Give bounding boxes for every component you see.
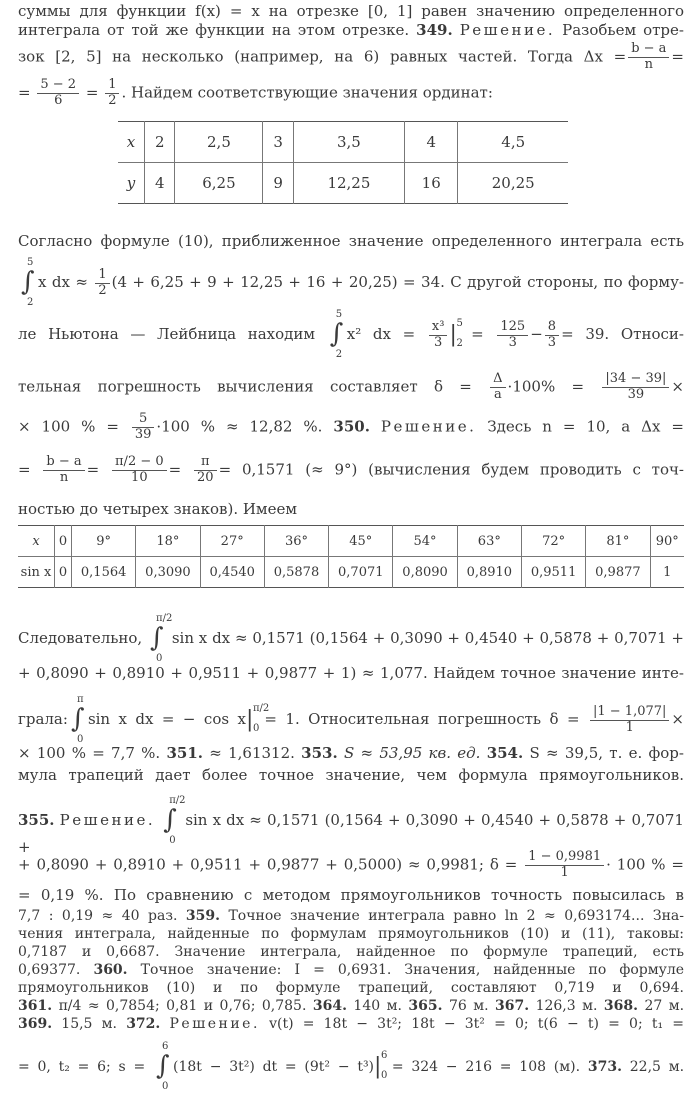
text-line: = 0,19 %. По сравнению с методом прямоугольников точность повысилась в: [18, 886, 684, 904]
table-cell: 1: [650, 557, 684, 588]
table-cell: 4,5: [458, 122, 568, 163]
table-sin: [18, 525, 684, 588]
text-line: Согласно формуле (10), приближенное значение определенного интеграла есть: [18, 232, 684, 250]
problem-number: 355.: [18, 811, 55, 829]
text-line: тельная погрешность вычисления составляет δ = $\frac{\Delta}{a}$ ·100% = $\frac{|34 - 39|}{39}$ ×: [18, 371, 684, 402]
table-cell: 0,8090: [393, 557, 457, 588]
table-cell: x: [18, 526, 55, 557]
table-cell: 90°: [650, 526, 684, 557]
text-line: ле Ньютона — Лейбница находим ∫ 5 2 x² dx = $\frac{\text{x³}}{3}$ | 5 2 = $\frac{125}{3}$ − $\frac{8}{3}$ = 39. Относи-: [18, 309, 684, 360]
text-line: чения интеграла, найденные по формулам прямоугольников (10) и (11), таковы:: [18, 926, 684, 942]
table-cell: 4: [405, 122, 458, 163]
table-cell: 0,1564: [72, 557, 136, 588]
text-line: интеграла от той же функции на этом отрезке. 349. Решение. Разобьем отре-: [18, 21, 684, 39]
fraction: $\frac{5}{39}$: [132, 412, 155, 443]
table-cell: 3,5: [293, 122, 404, 163]
problem-number: 361.: [18, 998, 53, 1014]
integral-sign: ∫ π/2 0: [150, 613, 173, 664]
text-line: ностью до четырех знаков). Имеем: [18, 500, 298, 518]
text-line: = $\frac{b - a}{n}$ = $\frac{\pi/2 - 0}{10}$ = $\frac{\pi}{20}$ = 0,1571 (≈ 9°) (вычисления будем проводить с точ-: [18, 454, 684, 485]
table-cell: 63°: [457, 526, 521, 557]
text-line: 0,69377. 360. Точное значение: I = 0,6931. Значения, найденные по формуле: [18, 962, 685, 978]
table-row: [18, 557, 684, 588]
fraction: $\frac{|34 - 39|}{39}$: [602, 372, 669, 403]
problem-number: 360.: [93, 962, 128, 978]
problem-number: 359.: [185, 908, 220, 924]
table-cell: 0,8910: [457, 557, 521, 588]
table-cell: y: [126, 174, 136, 192]
solution-label: Решение.: [59, 811, 156, 829]
fraction: $\frac{b - a}{n}$: [628, 42, 669, 73]
problem-number: 351.: [166, 744, 204, 762]
table-cell: 0: [55, 557, 72, 588]
evaluation-bar: | 6 0: [374, 1050, 388, 1081]
text-line: прямоугольников (10) и по формуле трапеций, составляют 0,719 и 0,694.: [18, 980, 684, 996]
text-line: 355. Решение. ∫ π/2 0 sin x dx ≈ 0,1571 (0,1564 + 0,3090 + 0,4540 + 0,5878 + 0,7071 +: [18, 795, 684, 856]
evaluation-bar: | π/2 0: [245, 703, 270, 734]
solution-label: Решение.: [459, 21, 556, 39]
table-row: [18, 526, 684, 557]
table-cell: 0,5878: [264, 557, 328, 588]
solution-label: Решение.: [169, 1016, 260, 1032]
table-cell: 0,7071: [329, 557, 393, 588]
table-cell: 20,25: [458, 163, 568, 204]
table-cell: 0,4540: [200, 557, 264, 588]
problem-number: 354.: [486, 744, 524, 762]
problem-number: 365.: [408, 998, 443, 1014]
table-cell: 9: [263, 163, 293, 204]
table-cell: 2: [145, 122, 175, 163]
text-line: зок [2, 5] на несколько (например, на 6) равных частей. Тогда Δx = $\frac{b - a}{n}$ =: [18, 41, 684, 72]
text-line: + 0,8090 + 0,8910 + 0,9511 + 0,9877 + 0,5000) ≈ 0,9981; δ = $\frac{1 - 0,9981}{1}$ · 100 % =: [18, 849, 684, 880]
fraction: $\frac{\pi/2 - 0}{10}$: [112, 455, 167, 486]
table-cell: 0,9511: [521, 557, 585, 588]
table-cell: 18°: [136, 526, 200, 557]
integral-sign: ∫ 5 2: [329, 309, 344, 360]
integral-sign: ∫ π/2 0: [163, 795, 186, 846]
integral-sign: ∫ π 0: [70, 694, 85, 745]
text-line: Следовательно, ∫ π/2 0 sin x dx ≈ 0,1571 (0,1564 + 0,3090 + 0,4540 + 0,5878 + 0,7071 +: [18, 613, 684, 664]
table-cell: 3: [263, 122, 293, 163]
text-line: грала: ∫ π 0 sin x dx = − cos x| π/2 0 = 1. Относительная погрешность δ = $\frac{|1 - 1,077|}{1}$ ×: [18, 694, 684, 745]
text-line: 0,7187 и 0,6687. Значение интеграла, найденное по формуле трапеций, есть: [18, 944, 684, 960]
evaluation-bar: | 5 2: [449, 318, 463, 349]
fraction: $\frac{1}{2}$: [95, 268, 109, 299]
table-cell: 54°: [393, 526, 457, 557]
problem-number: 372.: [126, 1016, 161, 1032]
fraction: $\frac{\text{x³}}{3}$: [429, 320, 448, 351]
table-cell: 0,3090: [136, 557, 200, 588]
problem-number: 364.: [312, 998, 347, 1014]
problem-number: 368.: [603, 998, 639, 1014]
table-cell: 0: [55, 526, 72, 557]
problem-number: 369.: [18, 1016, 53, 1032]
text-line: = 0, t₂ = 6; s = ∫ 6 0 (18t − 3t²) dt = (9t² − t³)| 6 0 = 324 − 216 = 108 (м). 373. 22,5 м.: [18, 1041, 685, 1092]
text-line: + 0,8090 + 0,8910 + 0,9511 + 0,9877 + 1) ≈ 1,077. Найдем точное значение инте-: [18, 664, 684, 682]
table-cell: 2,5: [175, 122, 263, 163]
table-x-y: [118, 121, 568, 204]
text-line: 7,7 : 0,19 ≈ 40 раз. 359. Точное значение интеграла равно ln 2 ≈ 0,693174... Зна-: [18, 908, 684, 924]
fraction: $\frac{125}{3}$: [497, 320, 528, 351]
table-row: [118, 163, 568, 204]
table-cell: x: [118, 122, 145, 163]
table-cell: 27°: [200, 526, 264, 557]
fraction: $\frac{1}{2}$: [105, 78, 119, 109]
table-row: [118, 122, 568, 163]
table-cell: 45°: [329, 526, 393, 557]
text-line: = $\frac{5 - 2}{6}$ = $\frac{1}{2}$ . Найдем соответствующие значения ординат:: [18, 77, 493, 108]
table-cell: sin x: [20, 564, 52, 580]
fraction: $\frac{b - a}{n}$: [43, 455, 84, 486]
problem-number: 373.: [587, 1059, 622, 1075]
text-line: мула трапеций дает более точное значение, чем формула прямоугольников.: [18, 766, 684, 784]
integral-sign: ∫ 6 0: [156, 1041, 170, 1092]
table-cell: 4: [145, 163, 175, 204]
fraction: $\frac{\pi}{20}$: [194, 455, 217, 486]
table-cell: 9°: [72, 526, 136, 557]
table-cell: 16: [405, 163, 458, 204]
fraction: $\frac{|1 - 1,077|}{1}$: [590, 705, 669, 736]
fraction: $\frac{5 - 2}{6}$: [37, 78, 79, 109]
text-line: × 100 % = 7,7 %. 351. ≈ 1,61312. 353. S ≈ 53,95 кв. ед. 354. S ≈ 39,5, т. е. фор-: [18, 744, 684, 762]
table-cell: 6,25: [175, 163, 263, 204]
text-line: × 100 % = $\frac{5}{39}$ ·100 % ≈ 12,82 %. 350. Решение. Здесь n = 10, а Δx =: [18, 411, 684, 442]
problem-number: 349.: [416, 21, 453, 39]
fraction: $\frac{1 - 0,9981}{1}$: [525, 850, 604, 881]
problem-number: 350.: [333, 417, 370, 436]
text-line: 369. 15,5 м. 372. Решение. v(t) = 18t − 3t²; 18t − 3t² = 0; t(6 − t) = 0; t₁ =: [18, 1016, 685, 1032]
fraction: $\frac{8}{3}$: [545, 320, 559, 351]
solution-label: Решение.: [380, 417, 477, 436]
fraction: $\frac{\Delta}{a}$: [490, 372, 505, 403]
table-cell: 0,9877: [586, 557, 650, 588]
text-line: суммы для функции f(x) = x на отрезке [0, 1] равен значению определенного: [18, 2, 684, 20]
table-cell: 12,25: [293, 163, 404, 204]
text-line: 361. π/4 ≈ 0,7854; 0,81 и 0,76; 0,785. 364. 140 м. 365. 76 м. 367. 126,3 м. 368. 27 м.: [18, 998, 685, 1014]
problem-number: 367.: [495, 998, 530, 1014]
integral-sign: ∫ 5 2: [21, 257, 35, 308]
text-line: ∫ 5 2 x dx ≈ $\frac{1}{2}$ (4 + 6,25 + 9 + 12,25 + 16 + 20,25) = 34. С другой стороны, по форму-: [21, 257, 684, 308]
problem-number: 353.: [301, 744, 338, 762]
table-cell: 72°: [521, 526, 585, 557]
table-cell: 36°: [264, 526, 328, 557]
table-cell: 81°: [586, 526, 650, 557]
